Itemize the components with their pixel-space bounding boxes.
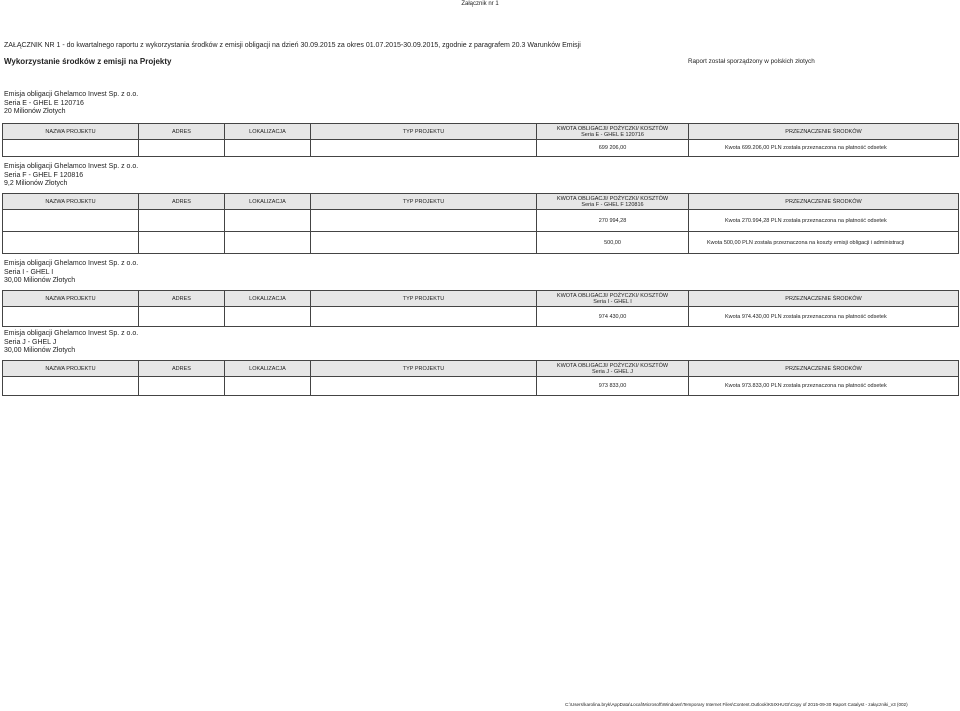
- cell-amount: 270 994,28: [537, 210, 689, 232]
- cell-project-type: [311, 307, 537, 327]
- col-project-type: TYP PROJEKTU: [311, 361, 537, 377]
- cell-project-type: [311, 140, 537, 157]
- cell-project-name: [3, 232, 139, 254]
- issuance-header-i: [4, 260, 138, 286]
- cell-address: [139, 210, 225, 232]
- cell-amount: 699 206,00: [537, 140, 689, 157]
- col-location: LOKALIZACJA: [225, 194, 311, 210]
- col-amount: [537, 194, 689, 210]
- col-amount-label: KWOTA OBLIGACJI/ POŻYCZKI/ KOSZTÓW: [556, 195, 669, 202]
- issuer-text: Emisja obligacji Ghelamco Invest Sp. z o.o.: [4, 260, 139, 267]
- col-address: ADRES: [139, 361, 225, 377]
- cell-amount: 500,00: [537, 232, 689, 254]
- currency-note: Raport został sporządzony w polskich złotych: [688, 58, 815, 65]
- cell-project-type: [311, 377, 537, 396]
- series-text: Seria E - GHEL E 120716: [4, 99, 84, 107]
- cell-project-name: [3, 140, 139, 157]
- col-project-type: TYP PROJEKTU: [311, 124, 537, 140]
- col-project-type: TYP PROJEKTU: [311, 194, 537, 210]
- col-project-name: NAZWA PROJEKTU: [3, 361, 139, 377]
- col-amount-series: Seria E - GHEL E 120716: [581, 131, 644, 138]
- issuer-text: Emisja obligacji Ghelamco Invest Sp. z o.o.: [4, 330, 139, 337]
- annex-title: Załącznik nr 1: [461, 1, 499, 7]
- cell-location: [225, 307, 311, 327]
- col-location: LOKALIZACJA: [225, 291, 311, 307]
- issuance-header-e: [4, 91, 138, 117]
- cell-amount: 973 833,00: [537, 377, 689, 396]
- value-text: 20 Milionów Złotych: [4, 108, 66, 116]
- cell-purpose: Kwota 974.430,00 PLN została przeznaczona na płatność odsetek: [689, 307, 959, 327]
- cell-location: [225, 232, 311, 254]
- cell-project-type: [311, 210, 537, 232]
- col-address: ADRES: [139, 124, 225, 140]
- col-amount-series: Seria I - GHEL I: [593, 298, 632, 305]
- col-purpose: PRZEZNACZENIE ŚRODKÓW: [689, 291, 959, 307]
- projects-table-i: [2, 290, 959, 327]
- table-row: [3, 377, 959, 396]
- cell-location: [225, 377, 311, 396]
- value-text: 9,2 Milionów Złotych: [4, 180, 68, 188]
- col-address: ADRES: [139, 291, 225, 307]
- cell-purpose: Kwota 500,00 PLN została przeznaczona na koszty emisji obligacji i administracji: [689, 232, 959, 254]
- cell-project-name: [3, 210, 139, 232]
- projects-table-f: [2, 193, 959, 254]
- issuer-text: Emisja obligacji Ghelamco Invest Sp. z o.o.: [4, 163, 139, 170]
- series-text: Seria F - GHEL F 120816: [4, 171, 84, 179]
- col-amount: [537, 124, 689, 140]
- table-row: [3, 232, 959, 254]
- value-text: 30,00 Milionów Złotych: [4, 277, 76, 285]
- issuance-header-f: [4, 163, 138, 189]
- col-amount: [537, 361, 689, 377]
- table-row: [3, 307, 959, 327]
- cell-project-name: [3, 307, 139, 327]
- series-text: Seria I - GHEL I: [4, 268, 54, 276]
- col-project-type: TYP PROJEKTU: [311, 291, 537, 307]
- col-project-name: NAZWA PROJEKTU: [3, 291, 139, 307]
- col-address: ADRES: [139, 194, 225, 210]
- cell-purpose: Kwota 973.833,00 PLN została przeznaczona na płatność odsetek: [689, 377, 959, 396]
- table-row: [3, 140, 959, 157]
- cell-address: [139, 307, 225, 327]
- cell-address: [139, 377, 225, 396]
- cell-project-name: [3, 377, 139, 396]
- col-location: LOKALIZACJA: [225, 124, 311, 140]
- col-project-name: NAZWA PROJEKTU: [3, 194, 139, 210]
- col-amount-label: KWOTA OBLIGACJI/ POŻYCZKI/ KOSZTÓW: [556, 125, 669, 132]
- cell-amount: 974 430,00: [537, 307, 689, 327]
- cell-address: [139, 232, 225, 254]
- projects-table-j: [2, 360, 959, 396]
- report-intro: ZAŁĄCZNIK NR 1 - do kwartalnego raportu z wykorzystania środków z emisji obligacji na dzień 30.09.2015 za okres 01.07.2015-30.09.2015, zgodnie z paragrafem 20.3 Warunków Emisji: [4, 42, 581, 49]
- cell-location: [225, 210, 311, 232]
- projects-table-e: [2, 123, 959, 157]
- series-text: Seria J - GHEL J: [4, 338, 57, 346]
- col-amount-label: KWOTA OBLIGACJI/ POŻYCZKI/ KOSZTÓW: [556, 362, 669, 369]
- issuance-header-j: [4, 330, 138, 356]
- col-amount: [537, 291, 689, 307]
- section-heading: Wykorzystanie środków z emisji na Projekty: [4, 57, 172, 66]
- cell-project-type: [311, 232, 537, 254]
- value-text: 30,00 Milionów Złotych: [4, 347, 76, 355]
- col-purpose: PRZEZNACZENIE ŚRODKÓW: [689, 194, 959, 210]
- issuer-text: Emisja obligacji Ghelamco Invest Sp. z o.o.: [4, 91, 139, 98]
- cell-purpose: Kwota 270.994,28 PLN została przeznaczona na płatność odsetek: [689, 210, 959, 232]
- cell-purpose: Kwota 699.206,00 PLN została przeznaczona na płatność odsetek: [689, 140, 959, 157]
- col-amount-label: KWOTA OBLIGACJI/ POŻYCZKI/ KOSZTÓW: [556, 292, 669, 299]
- cell-location: [225, 140, 311, 157]
- col-purpose: PRZEZNACZENIE ŚRODKÓW: [689, 124, 959, 140]
- col-amount-series: Seria J - GHEL J: [591, 368, 634, 375]
- col-amount-series: Seria F - GHEL F 120816: [581, 201, 644, 208]
- table-row: [3, 210, 959, 232]
- file-path-footer: C:\Users\karolina.bryk\AppData\Local\Microsoft\Windows\Temporary Internet Files\Content.Outlook\K5IXHUGI\Copy of 2015-09-30 Raport Catalyst - załączniki_v3 (002): [565, 702, 908, 707]
- cell-address: [139, 140, 225, 157]
- col-purpose: PRZEZNACZENIE ŚRODKÓW: [689, 361, 959, 377]
- col-project-name: NAZWA PROJEKTU: [3, 124, 139, 140]
- col-location: LOKALIZACJA: [225, 361, 311, 377]
